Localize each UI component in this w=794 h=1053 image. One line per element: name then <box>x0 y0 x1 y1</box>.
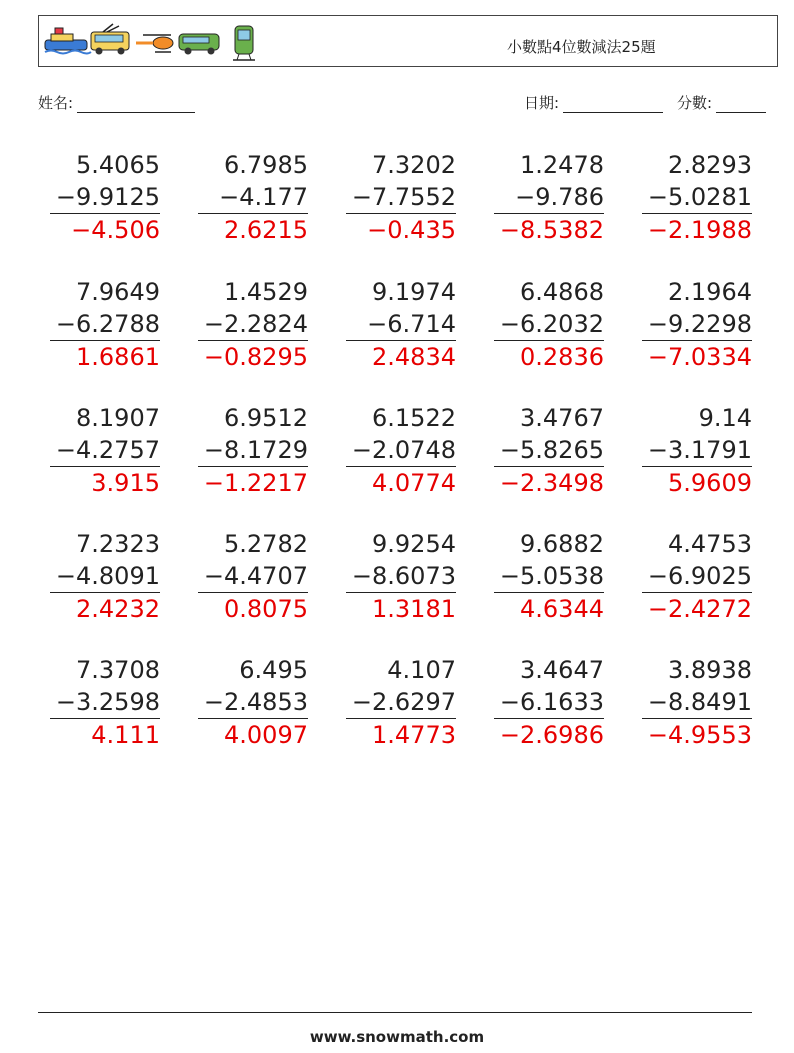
answer: −2.4272 <box>647 595 752 623</box>
problem <box>494 654 604 751</box>
problem <box>494 402 604 499</box>
subtrahend: −4.177 <box>198 181 308 214</box>
problem <box>346 276 456 373</box>
answer: 1.3181 <box>372 595 456 623</box>
minuend: 7.3202 <box>372 151 456 179</box>
subtrahend: −5.8265 <box>494 434 604 467</box>
answer: 4.6344 <box>520 595 604 623</box>
problem <box>494 149 604 246</box>
date-label: 日期: <box>524 94 560 112</box>
subtrahend: −8.1729 <box>198 434 308 467</box>
footer-divider <box>38 1012 752 1013</box>
problem <box>642 528 752 625</box>
minuend: 6.1522 <box>372 404 456 432</box>
answer: −2.1988 <box>647 216 752 244</box>
minuend: 4.4753 <box>668 530 752 558</box>
minuend: 3.4767 <box>520 404 604 432</box>
problem <box>198 402 308 499</box>
subtrahend: −2.6297 <box>346 686 456 719</box>
worksheet-title: 小數點4位數減法25題 <box>507 38 656 56</box>
problem <box>50 276 160 373</box>
answer: −7.0334 <box>647 343 752 371</box>
subtrahend: −4.2757 <box>50 434 160 467</box>
subtrahend: −5.0281 <box>642 181 752 214</box>
subtrahend: −6.1633 <box>494 686 604 719</box>
minuend: 2.8293 <box>668 151 752 179</box>
subtrahend: −8.6073 <box>346 560 456 593</box>
answer: −1.2217 <box>203 469 308 497</box>
subtrahend: −2.4853 <box>198 686 308 719</box>
answer: 5.9609 <box>668 469 752 497</box>
problem <box>346 149 456 246</box>
subtrahend: −4.8091 <box>50 560 160 593</box>
answer: 2.4834 <box>372 343 456 371</box>
subtrahend: −2.0748 <box>346 434 456 467</box>
subtrahend: −9.9125 <box>50 181 160 214</box>
problem <box>198 654 308 751</box>
answer: 4.111 <box>91 721 160 749</box>
subtrahend: −5.0538 <box>494 560 604 593</box>
answer: −4.506 <box>71 216 160 244</box>
answer: −8.5382 <box>499 216 604 244</box>
problem <box>346 528 456 625</box>
problem <box>50 654 160 751</box>
answer: 3.915 <box>91 469 160 497</box>
subtrahend: −8.8491 <box>642 686 752 719</box>
answer: −2.3498 <box>499 469 604 497</box>
minuend: 9.1974 <box>372 278 456 306</box>
problem <box>50 149 160 246</box>
subtrahend: −7.7552 <box>346 181 456 214</box>
minuend: 6.9512 <box>224 404 308 432</box>
minuend: 9.9254 <box>372 530 456 558</box>
minuend: 1.4529 <box>224 278 308 306</box>
problem <box>50 528 160 625</box>
answer: 1.4773 <box>372 721 456 749</box>
minuend: 8.1907 <box>76 404 160 432</box>
problem <box>494 528 604 625</box>
minuend: 7.2323 <box>76 530 160 558</box>
answer: 2.4232 <box>76 595 160 623</box>
subtrahend: −6.2032 <box>494 308 604 341</box>
answer: 4.0774 <box>372 469 456 497</box>
problem <box>198 149 308 246</box>
subtrahend: −6.2788 <box>50 308 160 341</box>
answer: 0.8075 <box>224 595 308 623</box>
problem <box>494 276 604 373</box>
footer-site: www.snowmath.com <box>309 1028 485 1046</box>
problem <box>198 528 308 625</box>
problem <box>642 402 752 499</box>
answer: −0.8295 <box>203 343 308 371</box>
subtrahend: −4.4707 <box>198 560 308 593</box>
problem <box>642 276 752 373</box>
subtrahend: −9.2298 <box>642 308 752 341</box>
minuend: 3.8938 <box>668 656 752 684</box>
minuend: 4.107 <box>387 656 456 684</box>
subtrahend: −2.2824 <box>198 308 308 341</box>
problem <box>50 402 160 499</box>
minuend: 6.495 <box>239 656 308 684</box>
minuend: 5.4065 <box>76 151 160 179</box>
minuend: 9.6882 <box>520 530 604 558</box>
score-label: 分數: <box>677 94 713 112</box>
answer: 4.0097 <box>224 721 308 749</box>
minuend: 9.14 <box>698 404 752 432</box>
minuend: 3.4647 <box>520 656 604 684</box>
answer: −4.9553 <box>647 721 752 749</box>
problem <box>346 654 456 751</box>
answer: −0.435 <box>367 216 456 244</box>
minuend: 1.2478 <box>520 151 604 179</box>
subtrahend: −6.9025 <box>642 560 752 593</box>
minuend: 5.2782 <box>224 530 308 558</box>
minuend: 7.3708 <box>76 656 160 684</box>
minuend: 7.9649 <box>76 278 160 306</box>
answer: 0.2836 <box>520 343 604 371</box>
problem <box>642 654 752 751</box>
minuend: 6.7985 <box>224 151 308 179</box>
subtrahend: −3.1791 <box>642 434 752 467</box>
answer: −2.6986 <box>499 721 604 749</box>
subtrahend: −3.2598 <box>50 686 160 719</box>
subtrahend: −9.786 <box>494 181 604 214</box>
minuend: 2.1964 <box>668 278 752 306</box>
problem <box>642 149 752 246</box>
problem <box>346 402 456 499</box>
answer: 2.6215 <box>224 216 308 244</box>
name-label: 姓名: <box>38 94 74 112</box>
problem <box>198 276 308 373</box>
answer: 1.6861 <box>76 343 160 371</box>
subtrahend: −6.714 <box>346 308 456 341</box>
minuend: 6.4868 <box>520 278 604 306</box>
